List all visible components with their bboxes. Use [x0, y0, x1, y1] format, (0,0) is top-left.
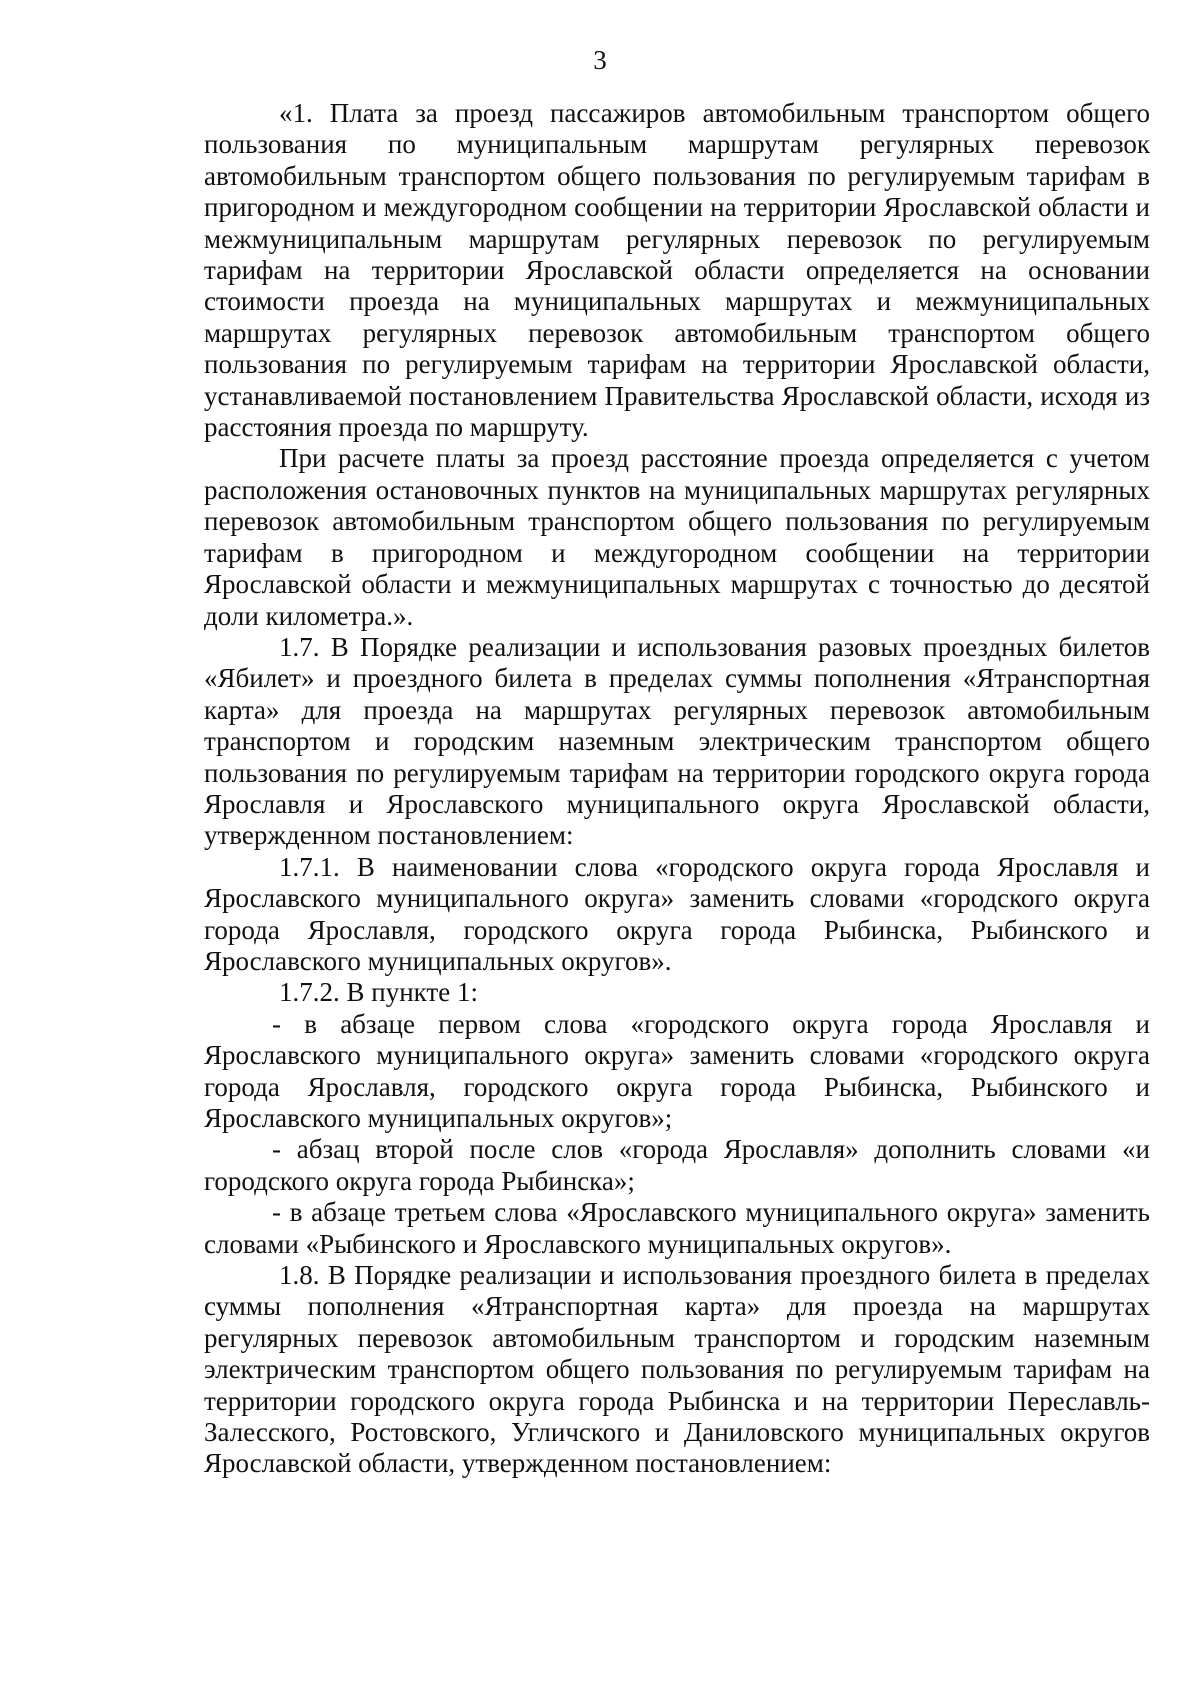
list-item-third-paragraph-change: - в абзаце третьем слова «Ярославского муниципального округа» заменить словами «Рыбинского и Ярославского муниципальных округов».	[204, 1197, 1150, 1259]
paragraph-item-1-7: 1.7. В Порядке реализации и использования разовых проездных билетов «Ябилет» и проездного билета в пределах суммы пополнения «Ятранспортная карта» для проезда на маршрутах регулярных перевозок автомобильным транспортом и городским наземным электрическим транспортом общего пользования по регулируемым тарифам на территории городского округа города Ярославля и Ярославского муниципального округа Ярославской области, утвержденном постановлением:	[204, 631, 1150, 851]
paragraph-item-1-7-2: 1.7.2. В пункте 1:	[279, 977, 478, 1008]
list-item-second-paragraph-change: - абзац второй после слов «города Ярославля» дополнить словами «и городского округа города Рыбинска»;	[204, 1134, 1150, 1196]
page-number: 3	[593, 45, 607, 75]
list-item-first-paragraph-change: - в абзаце первом слова «городского округа города Ярославля и Ярославского муниципального округа» заменить словами «городского округа города Ярославля, городского округа города Рыбинска, Рыбинского и Ярославского муниципальных округов»;	[204, 1008, 1150, 1133]
paragraph-fare-rule-clause-1: «1. Плата за проезд пассажиров автомобильным транспортом общего пользования по муниципальным маршрутам регулярных перевозок автомобильным транспортом общего пользования по регулируемым тарифам в пригородном и междугородном сообщении на территории Ярославской области и межмуниципальным маршрутам регулярных перевозок по регулируемым тарифам на территории Ярославской области определяется на основании стоимости проезда на муниципальных маршрутах и межмуниципальных маршрутах регулярных перевозок автомобильным транспортом общего пользования по регулируемым тарифам на территории Ярославской области, устанавливаемой постановлением Правительства Ярославской области, исходя из расстояния проезда по маршруту.	[204, 98, 1150, 443]
paragraph-distance-calculation: При расчете платы за проезд расстояние проезда определяется с учетом расположения остановочных пунктов на муниципальных маршрутах регулярных перевозок автомобильным транспортом общего пользования по регулируемым тарифам в пригородном и междугородном сообщении на территории Ярославской области и межмуниципальных маршрутах с точностью до десятой доли километра.».	[204, 443, 1150, 631]
paragraph-item-1-7-1: 1.7.1. В наименовании слова «городского округа города Ярославля и Ярославского муниципального округа» заменить словами «городского округа города Ярославля, городского округа города Рыбинска, Рыбинского и Ярославского муниципальных округов».	[204, 851, 1150, 976]
paragraph-item-1-8: 1.8. В Порядке реализации и использования проездного билета в пределах суммы пополнения «Ятранспортная карта» для проезда на маршрутах регулярных перевозок автомобильным транспортом и городским наземным электрическим транспортом общего пользования по регулируемым тарифам на территории городского округа города Рыбинска и на территории Переславль-Залесского, Ростовского, Угличского и Даниловского муниципальных округов Ярославской области, утвержденном постановлением:	[204, 1260, 1150, 1479]
document-body	[204, 98, 1150, 1480]
